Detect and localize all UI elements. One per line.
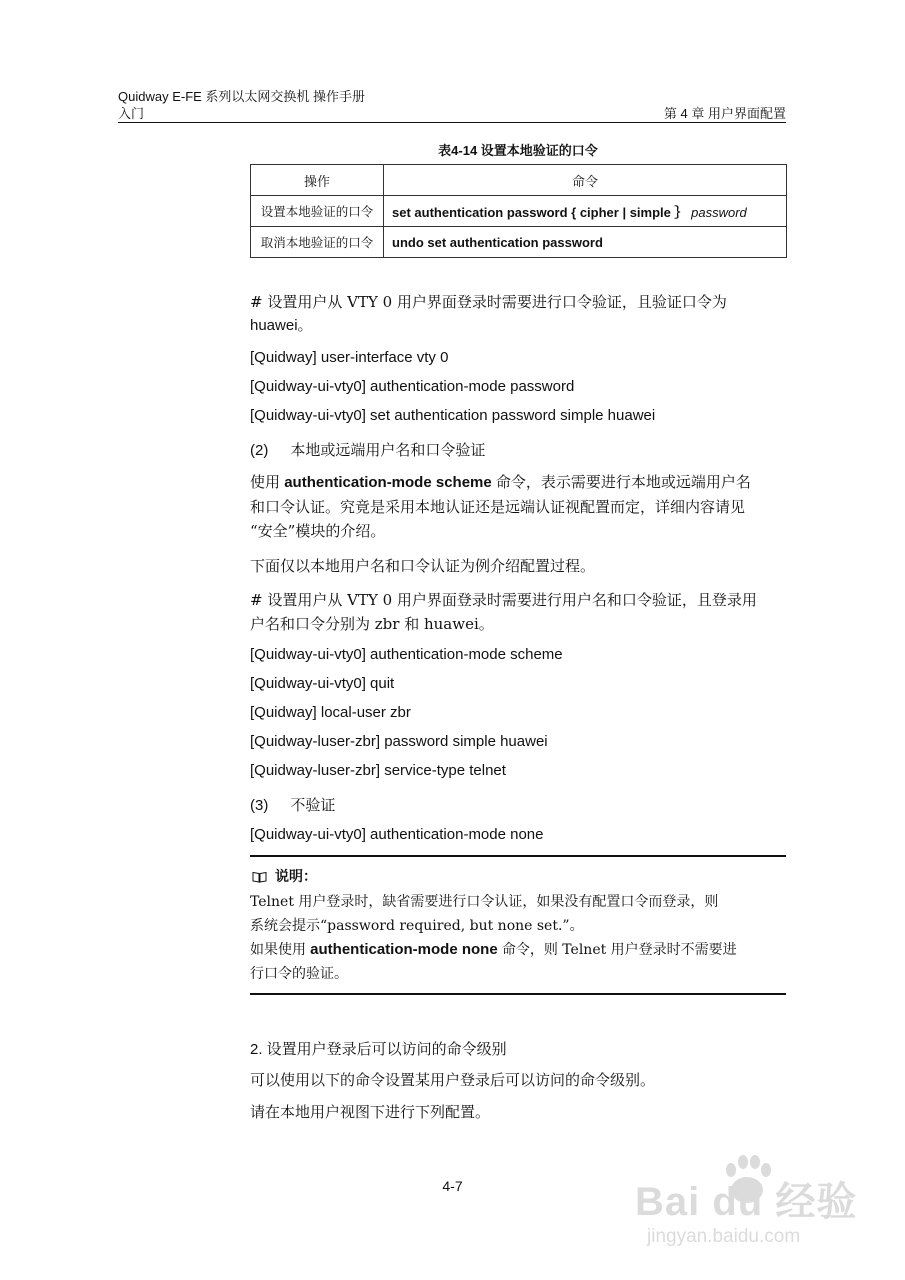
note-top-rule (250, 855, 786, 857)
command-text: set authentication password { cipher | simple ｝ (392, 204, 688, 220)
book-icon (252, 870, 267, 882)
bold-command: authentication-mode scheme (284, 474, 492, 491)
table-caption: 表4-14 设置本地验证的口令 (438, 143, 598, 158)
header-section: 入门 (118, 106, 145, 121)
note-line (250, 938, 786, 962)
paragraph-line: # 设置用户从 VTY 0 用户界面登录时需要进行口令验证，且验证口令为 (250, 293, 727, 311)
paragraph-vty-password (250, 290, 786, 338)
section-paragraph: 请在本地用户视图下进行下列配置。 (250, 1103, 491, 1121)
text-span: 系统会提示“password required, but none set.”。 (250, 918, 584, 934)
table-header-operation: 操作 (251, 165, 384, 196)
section-paragraph: 可以使用以下的命令设置某用户登录后可以访问的命令级别。 (250, 1071, 656, 1089)
table-cell-command (384, 227, 787, 258)
list-item-2 (250, 440, 485, 461)
table-row (251, 227, 787, 258)
note-title-text: 说明： (275, 868, 317, 884)
list-number: (2) (250, 442, 269, 459)
list-item-3 (250, 795, 335, 816)
code-line: [Quidway-ui-vty0] set authentication password simple huawei (250, 407, 656, 424)
section-heading: 2. 设置用户登录后可以访问的命令级别 (250, 1041, 507, 1058)
page-number: 4-7 (442, 1178, 463, 1194)
code-line: [Quidway-ui-vty0] authentication-mode none (250, 826, 544, 843)
header-manual-title: Quidway E-FE 系列以太网交换机 操作手册 (118, 89, 366, 104)
paragraph-line: “安全”模块的介绍。 (250, 522, 386, 540)
table-cell-operation: 设置本地验证的口令 (251, 196, 384, 227)
paragraph-line: # 设置用户从 VTY 0 用户界面登录时需要进行用户名和口令验证，且登录用 (250, 591, 757, 609)
command-text: undo set authentication password (392, 234, 603, 250)
table-header-row (251, 165, 787, 196)
table-cell-command (384, 196, 787, 227)
paragraph-line: 和口令认证。究竟是采用本地认证还是远端认证视配置而定，详细内容请见 (250, 498, 746, 516)
note-line (250, 890, 786, 914)
text-span: 行口令的验证。 (250, 966, 348, 982)
paragraph-line (250, 470, 786, 495)
code-line: [Quidway-ui-vty0] quit (250, 675, 395, 692)
table-header-command: 命令 (384, 165, 787, 196)
table-cell-operation: 取消本地验证的口令 (251, 227, 384, 258)
code-line: [Quidway-ui-vty0] authentication-mode password (250, 378, 575, 395)
list-text: 不验证 (290, 796, 336, 814)
baidu-watermark (635, 1148, 865, 1258)
code-line: [Quidway-ui-vty0] authentication-mode scheme (250, 646, 563, 663)
text-span: 命令，表示需要进行本地或远端用户名 (495, 473, 751, 491)
paragraph-vty-scheme (250, 588, 786, 636)
paragraph-scheme (250, 470, 786, 543)
paragraph-local-example: 下面仅以本地用户名和口令认证为例介绍配置过程。 (250, 557, 596, 575)
note-bottom-rule (250, 993, 786, 995)
watermark-brand: Bai du 经验 (635, 1180, 858, 1224)
list-number: (3) (250, 797, 269, 814)
command-param: password (691, 204, 747, 220)
header-rule (118, 122, 786, 123)
header-chapter: 第 4 章 用户界面配置 (663, 106, 786, 121)
bold-command: authentication-mode none (310, 941, 498, 958)
paragraph-line: huawei。 (250, 317, 313, 334)
text-span: 使用 (250, 473, 281, 491)
code-line: [Quidway-luser-zbr] service-type telnet (250, 762, 506, 779)
note-line (250, 914, 786, 938)
note-line (250, 962, 786, 986)
watermark-url: jingyan.baidu.com (647, 1226, 801, 1247)
text-span: 如果使用 (250, 942, 306, 958)
paragraph-line: 户名和口令分别为 zbr 和 huawei。 (250, 615, 494, 633)
list-text: 本地或远端用户名和口令验证 (290, 441, 486, 459)
note-title (252, 866, 317, 886)
code-line: [Quidway] user-interface vty 0 (250, 349, 449, 366)
text-span: Telnet 用户登录时，缺省需要进行口令认证，如果没有配置口令而登录，则 (250, 894, 719, 910)
table-row (251, 196, 787, 227)
code-line: [Quidway-luser-zbr] password simple huawei (250, 733, 548, 750)
command-table (250, 164, 787, 258)
text-span: 命令，则 Telnet 用户登录时不需要进 (501, 942, 737, 958)
note-body (250, 890, 786, 986)
code-line: [Quidway] local-user zbr (250, 704, 411, 721)
